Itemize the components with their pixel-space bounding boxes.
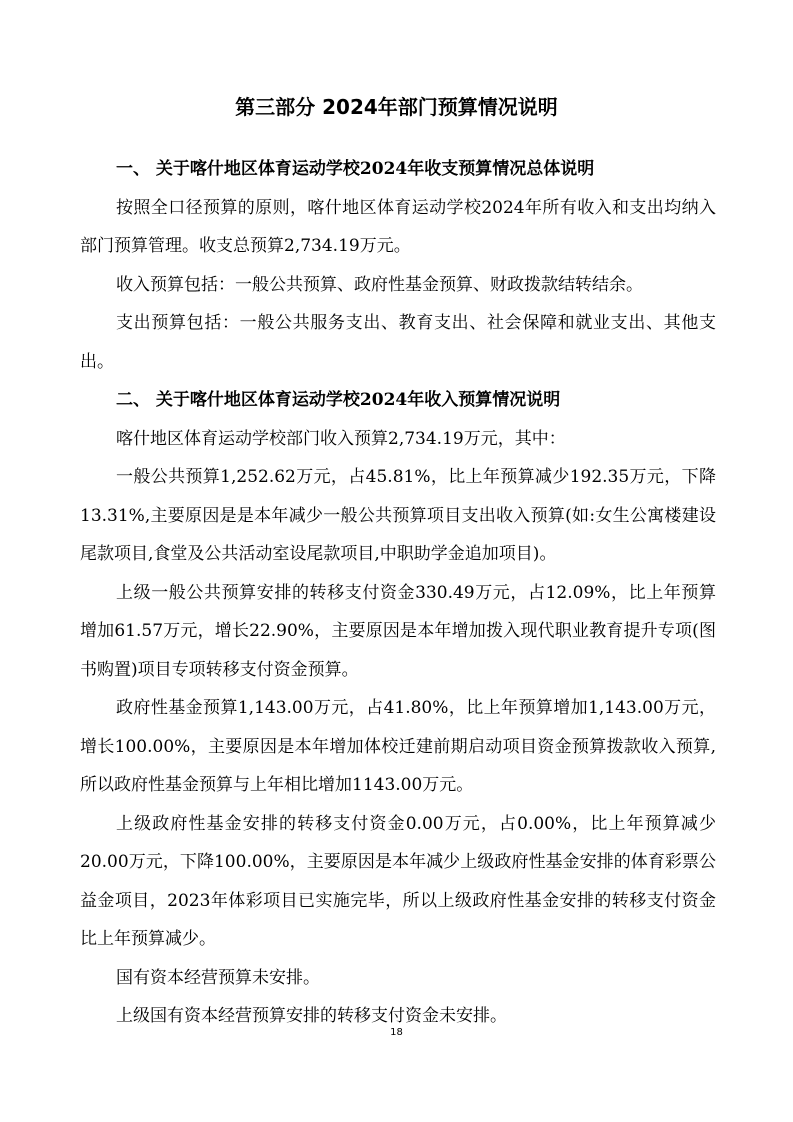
paragraph: 收入预算包括：一般公共预算、政府性基金预算、财政拨款结转结余。 [116, 274, 643, 295]
paragraph: 按照全口径预算的原则，喀什地区体育运动学校2024年所有收入和支出均纳入部门预算管理。收支总预算2,734.19万元。 [80, 197, 716, 256]
paragraph: 上级政府性基金安排的转移支付资金0.00万元，占0.00%，比上年预算减少20.00万元，下降100.00%，主要原因是本年减少上级政府性基金安排的体育彩票公益金项目，2023年体彩项目已实施完毕，所以上级政府性基金安排的转移支付资金比上年预算减少。 [80, 813, 716, 949]
paragraph: 上级国有资本经营预算安排的转移支付资金未安排。 [116, 1006, 507, 1026]
paragraph: 一般公共预算1,252.62万元，占45.81%，比上年预算减少192.35万元，下降13.31%,主要原因是是本年减少一般公共预算项目支出收入预算(如:女生公寓楼建设尾款项目,食堂及公共活动室设尾款项目,中职助学金追加项目)。 [80, 467, 716, 564]
section-heading-2: 二、 关于喀什地区体育运动学校2024年收入预算情况说明 [116, 390, 561, 410]
paragraph: 支出预算包括：一般公共服务支出、教育支出、社会保障和就业支出、其他支出。 [80, 313, 716, 372]
page-title: 第三部分 2024年部门预算情况说明 [235, 95, 558, 119]
paragraph: 国有资本经营预算未安排。 [116, 967, 320, 988]
paragraph: 喀什地区体育运动学校部门收入预算2,734.19万元，其中： [116, 428, 566, 449]
page-number: 18 [390, 1027, 403, 1038]
paragraph: 上级一般公共预算安排的转移支付资金330.49万元，占12.09%，比上年预算增加61.57万元，增长22.90%，主要原因是本年增加拨入现代职业教育提升专项(图书购置)项目专项转移支付资金预算。 [80, 582, 716, 680]
document-body [80, 150, 716, 1036]
paragraph: 政府性基金预算1,143.00万元，占41.80%，比上年预算增加1,143.00万元，增长100.00%，主要原因是本年增加体校迁建前期启动项目资金预算拨款收入预算,所以政府性基金预算与上年相比增加1143.00万元。 [80, 698, 716, 795]
section-heading-1: 一、 关于喀什地区体育运动学校2024年收支预算情况总体说明 [116, 159, 595, 179]
